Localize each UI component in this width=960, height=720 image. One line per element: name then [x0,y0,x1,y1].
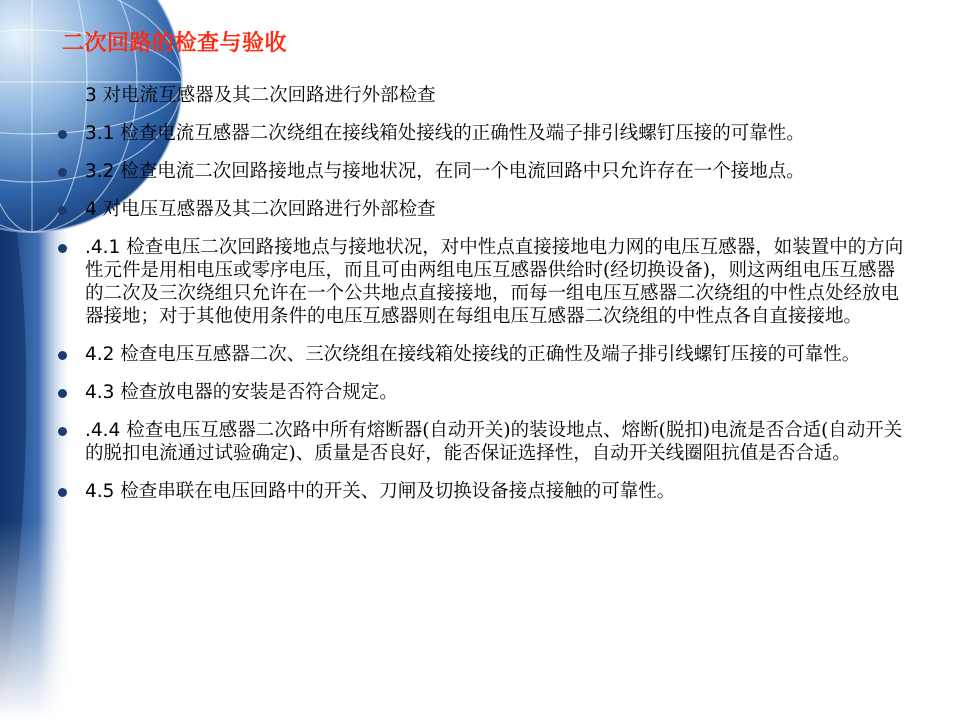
item-text: 检查电压互感器二次路中所有熔断器(自动开关)的装设地点、熔断(脱扣)电流是否合适(自动开关的脱扣电流通过试验确定)、质量是否良好，能否保证选择性，自动开关线圈阻抗值是否合适。 [85,420,903,464]
item-number: .4.1 [85,237,121,258]
item-text: 检查电流二次回路接地点与接地状况，在同一个电流回路中只允许存在一个接地点。 [114,161,805,182]
list-item [58,236,904,328]
item-text: 检查串联在电压回路中的开关、刀闸及切换设备接点接触的可靠性。 [114,481,676,502]
bullet-icon [58,244,67,253]
item-text: 检查电压互感器二次、三次绕组在接线箱处接线的正确性及端子排引线螺钉压接的可靠性。 [114,344,861,365]
bullet-icon [58,206,67,215]
list-item [58,198,904,221]
bullet-icon [58,168,67,177]
list-item [58,84,904,107]
item-text: 对电流互感器及其二次回路进行外部检查 [96,85,436,106]
bullet-icon [58,351,67,360]
list-item [58,480,904,503]
list-item [58,381,904,404]
bullet-icon [58,488,67,497]
list-item [58,343,904,366]
slide-title: 二次回路的检查与验收 [62,31,288,56]
bullet-icon [58,427,67,436]
item-number: 3.1 [85,123,115,144]
bullet-list [58,84,904,518]
item-text: 对电压互感器及其二次回路进行外部检查 [96,199,436,220]
item-text: 检查电流互感器二次绕组在接线箱处接线的正确性及端子排引线螺钉压接的可靠性。 [114,123,805,144]
item-number: 3 [85,85,97,106]
list-item [58,419,904,465]
item-number: 3.2 [85,161,115,182]
bullet-icon [58,389,67,398]
item-number: 4.5 [85,481,115,502]
item-number: .4.4 [85,420,121,441]
item-number: 4.3 [85,382,115,403]
bullet-icon [58,130,67,139]
item-number: 4.2 [85,344,115,365]
item-text: 检查放电器的安装是否符合规定。 [114,382,398,403]
list-item [58,160,904,183]
item-text: 检查电压二次回路接地点与接地状况，对中性点直接接地电力网的电压互感器，如装置中的方向性元件是用相电压或零序电压，而且可由两组电压互感器供给时(经切换设备)，则这两组电压互感器的二次及三次绕组只允许在一个公共地点直接接地，而每一组电压互感器二次绕组的中性点处经放电器接地；对于其他使用条件的电压互感器则在每组电压互感器二次绕组的中性点各自直接接地。 [85,237,904,327]
item-number: 4 [85,199,97,220]
list-item [58,122,904,145]
